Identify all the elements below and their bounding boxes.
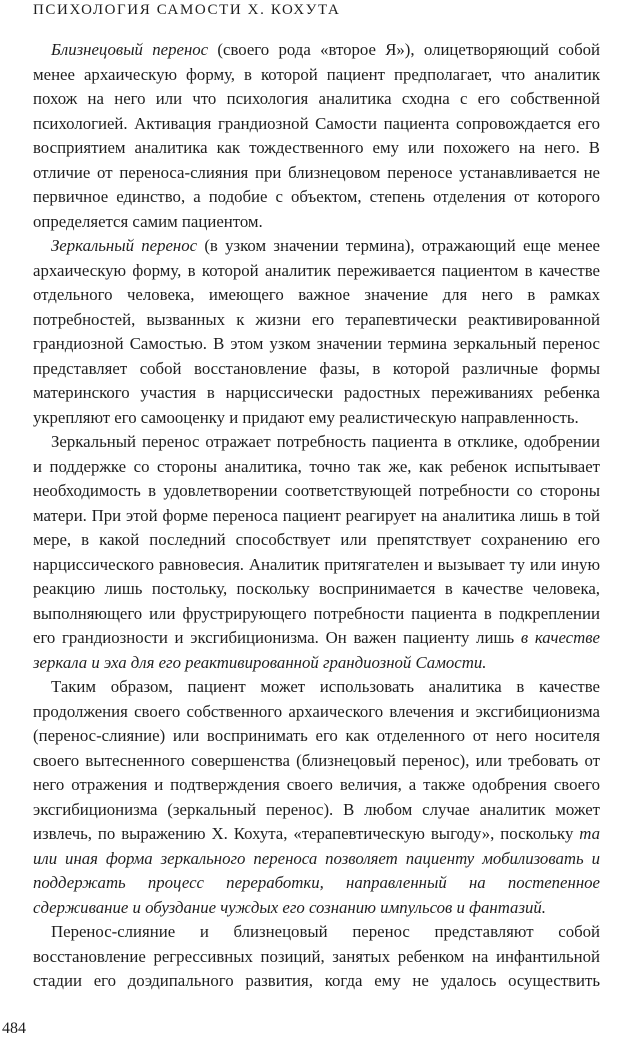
emphasis-working-through: та или иная форма зеркального переноса позволяет пациенту мобилизовать и поддержать процесс переработки, направленный на постепенное сдерживание и обуздание чуждых его сознанию импульсов и фантазий. — [33, 824, 600, 917]
paragraph-text: Зеркальный перенос отражает потребность пациента в отклике, одобрении и поддержке со стороны аналитика, точно так же, как ребенок испытывает необходимость в удовлетворении соответствующей потребности со стороны матери. При этой форме переноса пациент реагирует на аналитика лишь в той мере, в какой последний способствует или препятствует сохранению его нарциссического равновесия. Аналитик притягателен и вызывает ту или иную реакцию лишь постольку, поскольку воспринимается в качестве человека, выполняющего или фрустрирующего потребности пациента в подкреплении его грандиозности и эксгибиционизма. Он важен пациенту лишь — [33, 432, 600, 647]
paragraph-twin-transference — [33, 38, 600, 234]
paragraph-therapeutic-benefit — [33, 675, 600, 920]
paragraph-text: (своего рода «второе Я»), олицетворяющий собой менее архаическую форму, в которой пациент предполагает, что аналитик похож на него или что психология аналитика сходна с его собственной психологией. Активация грандиозной Самости пациента сопровождается его восприятием аналитика как тождественного ему или похожего на него. В отличие от переноса-слияния при близнецовом переносе устанавливается не первичное единство, а подобие с объектом, степень отделения от которого определяется самим пациентом. — [33, 40, 600, 231]
term-twin-transference: Близнецовый перенос — [51, 40, 209, 59]
paragraph-regressive-positions — [33, 920, 600, 994]
running-header: ПСИХОЛОГИЯ САМОСТИ Х. КОХУТА — [33, 2, 341, 18]
paragraph-mirror-transference — [33, 234, 600, 430]
emphasis-mirror-echo: в качестве зеркала и эха для его реактивированной грандиозной Самости. — [33, 628, 600, 672]
term-mirror-transference: Зеркальный перенос — [51, 236, 198, 255]
body-text — [33, 38, 600, 994]
paragraph-mirror-needs — [33, 430, 600, 675]
paragraph-text: Перенос-слияние и близнецовый перенос представляют собой восстановление регрессивных позиций, занятых ребенком на инфантильной стадии его доэдипального развития, когда ему не удалось осуществить — [33, 922, 600, 990]
paragraph-text: Таким образом, пациент может использовать аналитика в качестве продолжения своего собственного архаического влечения и эксгибиционизма (перенос-слияние) или воспринимать его как отделенного от него носителя своего вытесненного совершенства (близнецовый перенос), или требовать от него отражения и подтверждения своего величия, а также одобрения своего эксгибиционизма (зеркальный перенос). В любом случае аналитик может извлечь, по выражению Х. Кохута, «терапевтическую выгоду», поскольку — [33, 677, 600, 843]
page-number: 484 — [2, 1020, 26, 1037]
paragraph-text: (в узком значении термина), отражающий еще менее архаическую форму, в которой аналитик переживается пациентом в качестве отдельного человека, имеющего важное значение для него в рамках потребностей, вызванных к жизни его терапевтически реактивированной грандиозной Самостью. В этом узком значении термина зеркальный перенос представляет собой восстановление фазы, в которой различные формы материнского участия в нарциссически радостных переживаниях ребенка укрепляют его самооценку и придают ему реалистическую направленность. — [33, 236, 601, 427]
